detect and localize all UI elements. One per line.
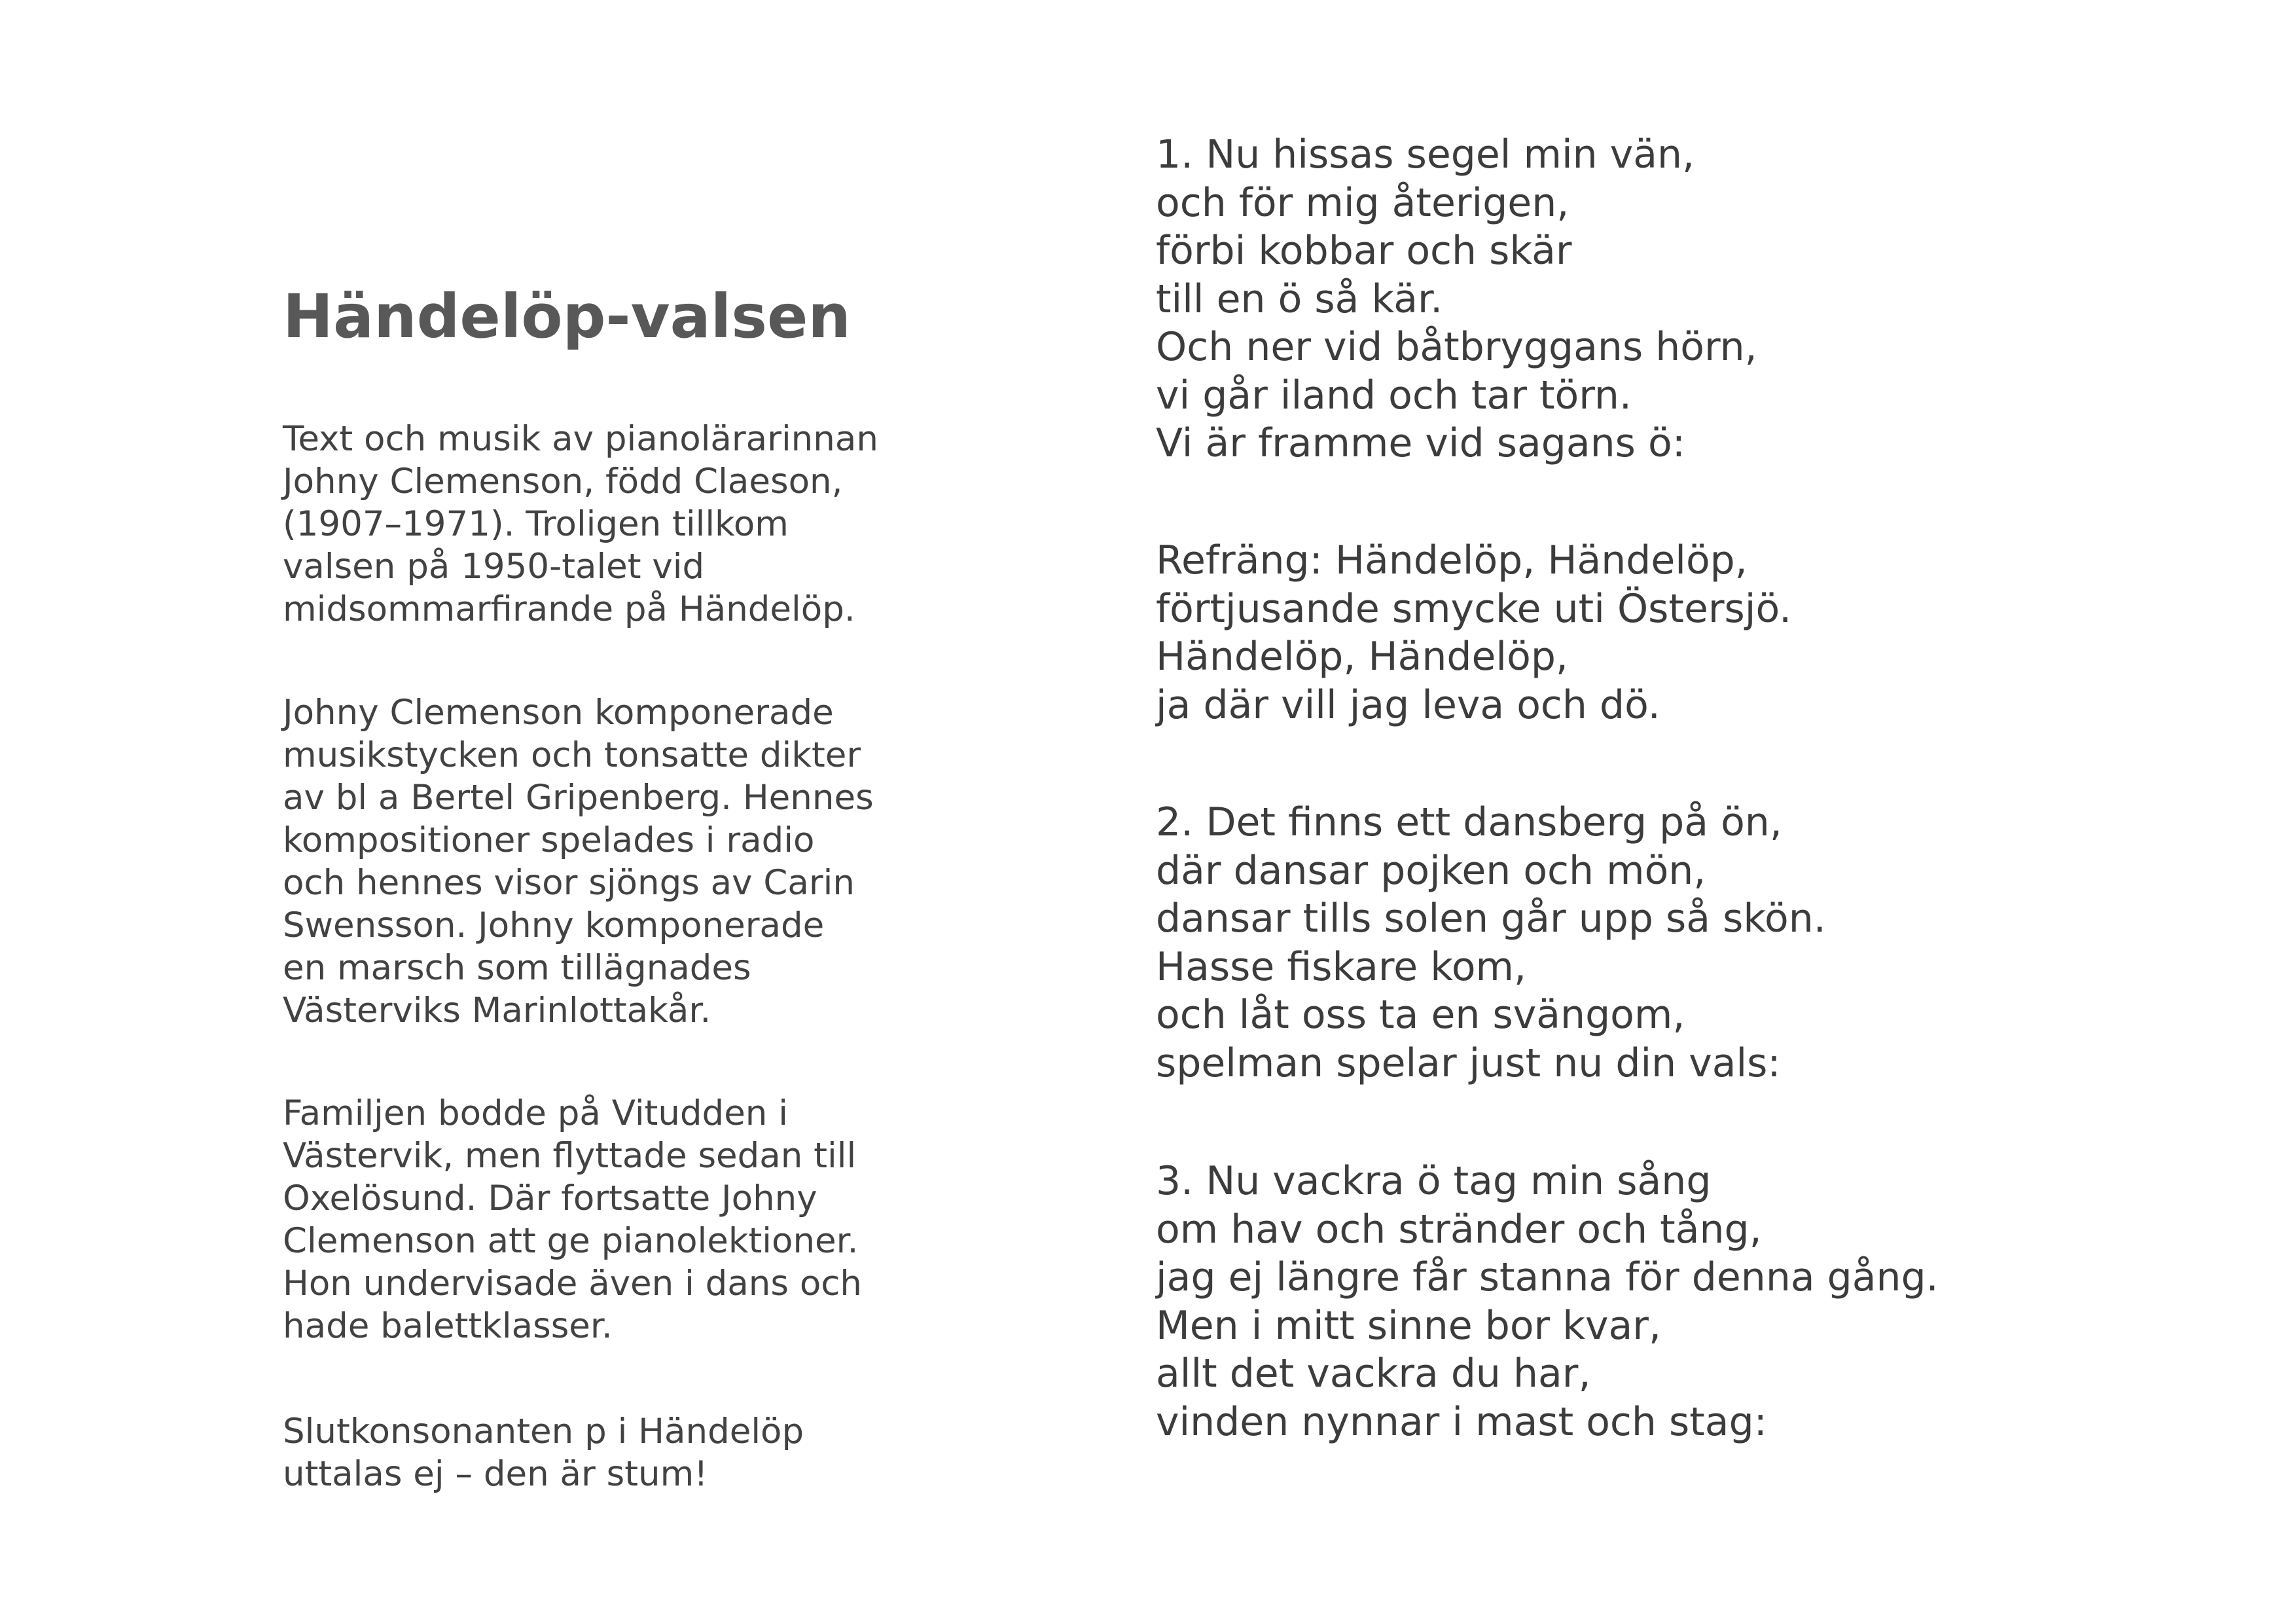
text-line: Västerviks Marinlottakår. xyxy=(283,991,711,1030)
lyric-line: jag ej längre får stanna för denna gång. xyxy=(1156,1254,1939,1300)
stanza-verse-3 xyxy=(1156,1158,1939,1446)
lyric-line: till en ö så kär. xyxy=(1156,276,1443,322)
lyric-line: Händelöp, Händelöp, xyxy=(1156,634,1568,680)
text-line: (1907–1971). Troligen tillkom xyxy=(283,504,789,544)
text-line: midsommarfirande på Händelöp. xyxy=(283,589,855,629)
intro-paragraph-origin xyxy=(283,418,878,630)
text-line: valsen på 1950-talet vid xyxy=(283,547,705,587)
lyric-line: 2. Det finns ett dansberg på ön, xyxy=(1156,799,1782,845)
stanza-verse-2 xyxy=(1156,799,1826,1087)
lyric-line: allt det vackra du har, xyxy=(1156,1351,1591,1396)
intro-paragraph-compositions xyxy=(283,691,874,1032)
text-line: och hennes visor sjöngs av Carin xyxy=(283,863,855,903)
lyric-line: spelman spelar just nu din vals: xyxy=(1156,1040,1781,1086)
text-line: Text och musik av pianolärarinnan xyxy=(283,419,878,459)
text-line: Hon undervisade även i dans och xyxy=(283,1264,863,1304)
lyric-line: 3. Nu vackra ö tag min sång xyxy=(1156,1158,1712,1204)
lyric-line: där dansar pojken och mön, xyxy=(1156,847,1706,894)
text-line: Familjen bodde på Vitudden i xyxy=(283,1093,788,1133)
lyric-line: Hasse fiskare kom, xyxy=(1156,943,1527,990)
lyric-line: Vi är framme vid sagans ö: xyxy=(1156,420,1685,466)
lyric-line: Och ner vid båtbryggans hörn, xyxy=(1156,324,1757,370)
stanza-verse-1 xyxy=(1156,131,1757,468)
lyric-line: Men i mitt sinne bor kvar, xyxy=(1156,1302,1662,1349)
text-line: Clemenson att ge pianolektioner. xyxy=(283,1221,859,1261)
text-line: en marsch som tillägnades xyxy=(283,948,751,988)
text-line: av bl a Bertel Gripenberg. Hennes xyxy=(283,778,874,818)
lyric-line: dansar tills solen går upp så skön. xyxy=(1156,896,1826,941)
text-line: Oxelösund. Där fortsatte Johny xyxy=(283,1178,817,1218)
lyric-line: och för mig återigen, xyxy=(1156,179,1570,226)
text-line: musikstycken och tonsatte dikter xyxy=(283,735,861,775)
song-title: Händelöp-valsen xyxy=(283,282,851,352)
text-line: uttalas ej – den är stum! xyxy=(283,1454,708,1494)
text-line: Slutkonsonanten p i Händelöp xyxy=(283,1412,804,1451)
text-line: Johny Clemenson, född Claeson, xyxy=(283,462,843,501)
lyric-line: vinden nynnar i mast och stag: xyxy=(1156,1398,1767,1445)
text-line: kompositioner spelades i radio xyxy=(283,820,815,860)
lyric-line: Refräng: Händelöp, Händelöp, xyxy=(1156,538,1748,583)
intro-paragraph-family xyxy=(283,1092,862,1347)
text-line: Johny Clemenson komponerade xyxy=(283,693,834,733)
intro-paragraph-pronunciation xyxy=(283,1410,804,1495)
lyric-line: förbi kobbar och skär xyxy=(1156,228,1572,274)
lyric-line: och låt oss ta en svängom, xyxy=(1156,992,1685,1038)
stanza-refrain xyxy=(1156,537,1791,729)
lyric-line: ja där vill jag leva och dö. xyxy=(1156,682,1660,728)
lyric-line: 1. Nu hissas segel min vän, xyxy=(1156,132,1695,177)
lyric-line: förtjusande smycke uti Östersjö. xyxy=(1156,585,1792,632)
lyric-line: om hav och stränder och tång, xyxy=(1156,1206,1762,1252)
text-line: Västervik, men flyttade sedan till xyxy=(283,1136,857,1176)
lyric-line: vi går iland och tar törn. xyxy=(1156,372,1632,418)
text-line: Swensson. Johny komponerade xyxy=(283,905,825,945)
text-line: hade balettklasser. xyxy=(283,1306,613,1346)
